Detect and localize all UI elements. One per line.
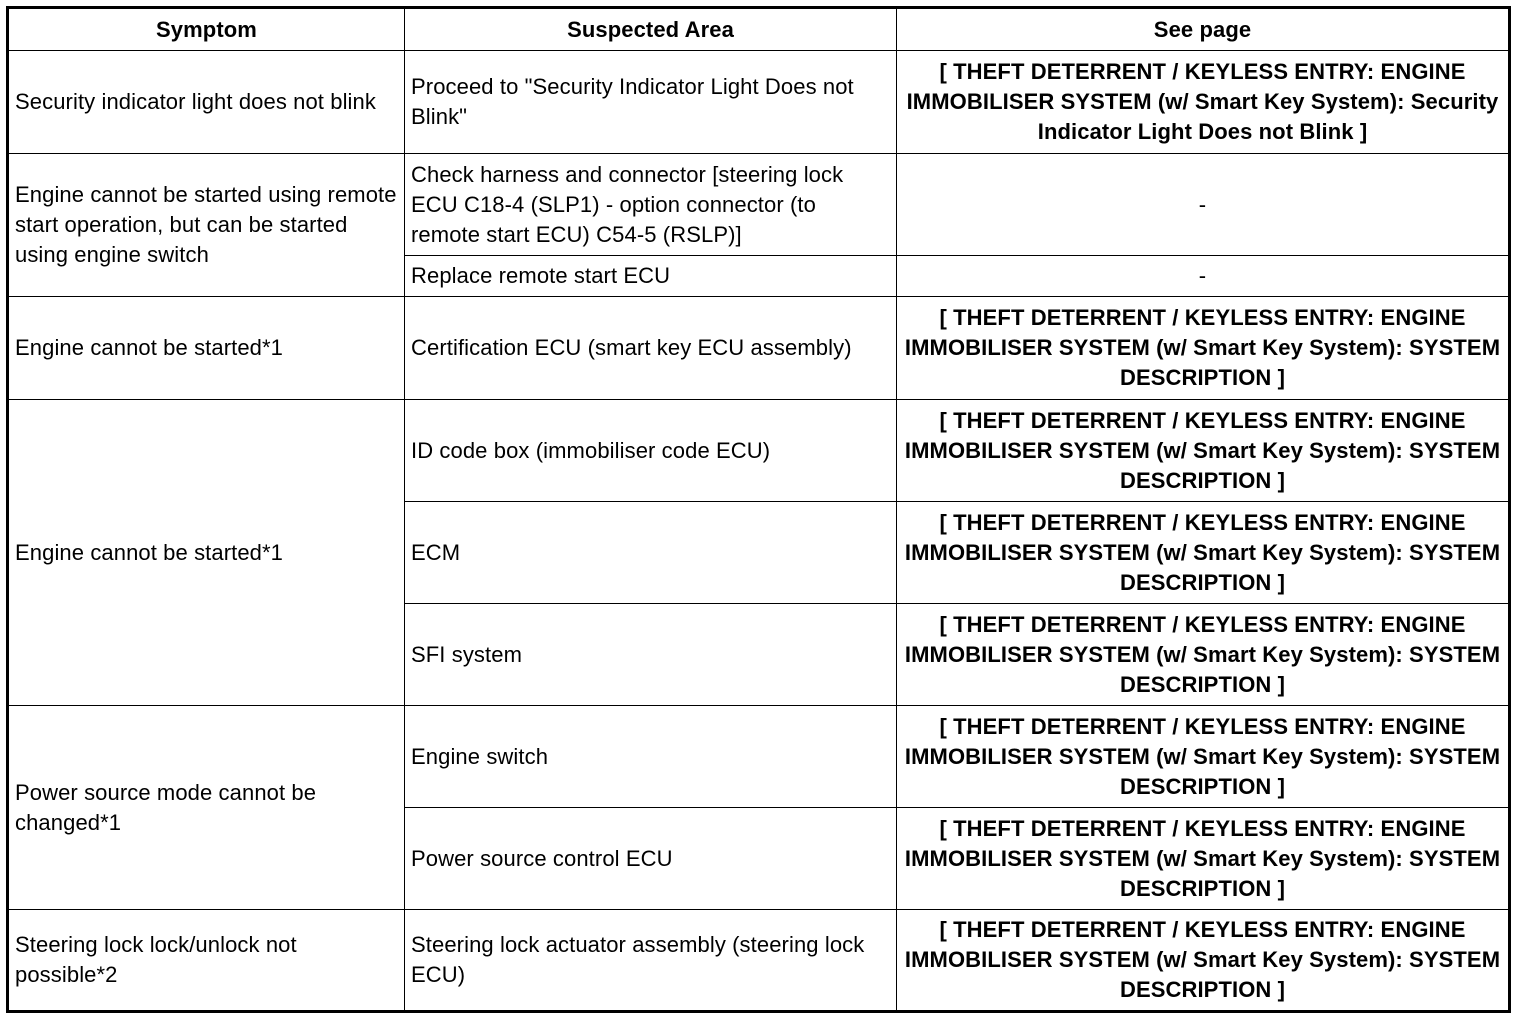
suspected-area-cell: Power source control ECU xyxy=(405,808,897,910)
see-page-link[interactable]: [ THEFT DETERRENT / KEYLESS ENTRY: ENGINE IMMOBILISER SYSTEM (w/ Smart Key System): SYSTEM DESCRIPTION ] xyxy=(897,502,1510,604)
table-row xyxy=(8,706,1510,808)
suspected-area-cell: SFI system xyxy=(405,604,897,706)
see-page-cell: - xyxy=(897,154,1510,256)
header-see-page: See page xyxy=(897,8,1510,51)
suspected-area-cell: ID code box (immobiliser code ECU) xyxy=(405,400,897,502)
table-row xyxy=(8,910,1510,1012)
suspected-area-cell: ECM xyxy=(405,502,897,604)
see-page-link[interactable]: [ THEFT DETERRENT / KEYLESS ENTRY: ENGINE IMMOBILISER SYSTEM (w/ Smart Key System): Security Indicator Light Does not Blink ] xyxy=(897,51,1510,154)
symptom-cell: Engine cannot be started using remote start operation, but can be started using engine switch xyxy=(8,154,405,297)
suspected-area-cell: Steering lock actuator assembly (steering lock ECU) xyxy=(405,910,897,1012)
header-symptom: Symptom xyxy=(8,8,405,51)
header-suspected-area: Suspected Area xyxy=(405,8,897,51)
suspected-area-cell: Certification ECU (smart key ECU assembly) xyxy=(405,297,897,400)
symptom-cell: Engine cannot be started*1 xyxy=(8,400,405,706)
see-page-cell: - xyxy=(897,256,1510,297)
see-page-link[interactable]: [ THEFT DETERRENT / KEYLESS ENTRY: ENGINE IMMOBILISER SYSTEM (w/ Smart Key System): SYSTEM DESCRIPTION ] xyxy=(897,706,1510,808)
table-row xyxy=(8,400,1510,502)
see-page-link[interactable]: [ THEFT DETERRENT / KEYLESS ENTRY: ENGINE IMMOBILISER SYSTEM (w/ Smart Key System): SYSTEM DESCRIPTION ] xyxy=(897,910,1510,1012)
symptom-cell: Power source mode cannot be changed*1 xyxy=(8,706,405,910)
see-page-link[interactable]: [ THEFT DETERRENT / KEYLESS ENTRY: ENGINE IMMOBILISER SYSTEM (w/ Smart Key System): SYSTEM DESCRIPTION ] xyxy=(897,604,1510,706)
suspected-area-cell: Replace remote start ECU xyxy=(405,256,897,297)
symptom-table xyxy=(6,6,1511,1013)
table-row xyxy=(8,154,1510,256)
table-row xyxy=(8,297,1510,400)
table-row xyxy=(8,51,1510,154)
symptom-cell: Engine cannot be started*1 xyxy=(8,297,405,400)
suspected-area-cell: Check harness and connector [steering lock ECU C18-4 (SLP1) - option connector (to remote start ECU) C54-5 (RSLP)] xyxy=(405,154,897,256)
symptom-cell: Steering lock lock/unlock not possible*2 xyxy=(8,910,405,1012)
see-page-link[interactable]: [ THEFT DETERRENT / KEYLESS ENTRY: ENGINE IMMOBILISER SYSTEM (w/ Smart Key System): SYSTEM DESCRIPTION ] xyxy=(897,400,1510,502)
suspected-area-cell: Engine switch xyxy=(405,706,897,808)
header-row xyxy=(8,8,1510,51)
see-page-link[interactable]: [ THEFT DETERRENT / KEYLESS ENTRY: ENGINE IMMOBILISER SYSTEM (w/ Smart Key System): SYSTEM DESCRIPTION ] xyxy=(897,297,1510,400)
suspected-area-cell: Proceed to "Security Indicator Light Does not Blink" xyxy=(405,51,897,154)
see-page-link[interactable]: [ THEFT DETERRENT / KEYLESS ENTRY: ENGINE IMMOBILISER SYSTEM (w/ Smart Key System): SYSTEM DESCRIPTION ] xyxy=(897,808,1510,910)
symptom-cell: Security indicator light does not blink xyxy=(8,51,405,154)
